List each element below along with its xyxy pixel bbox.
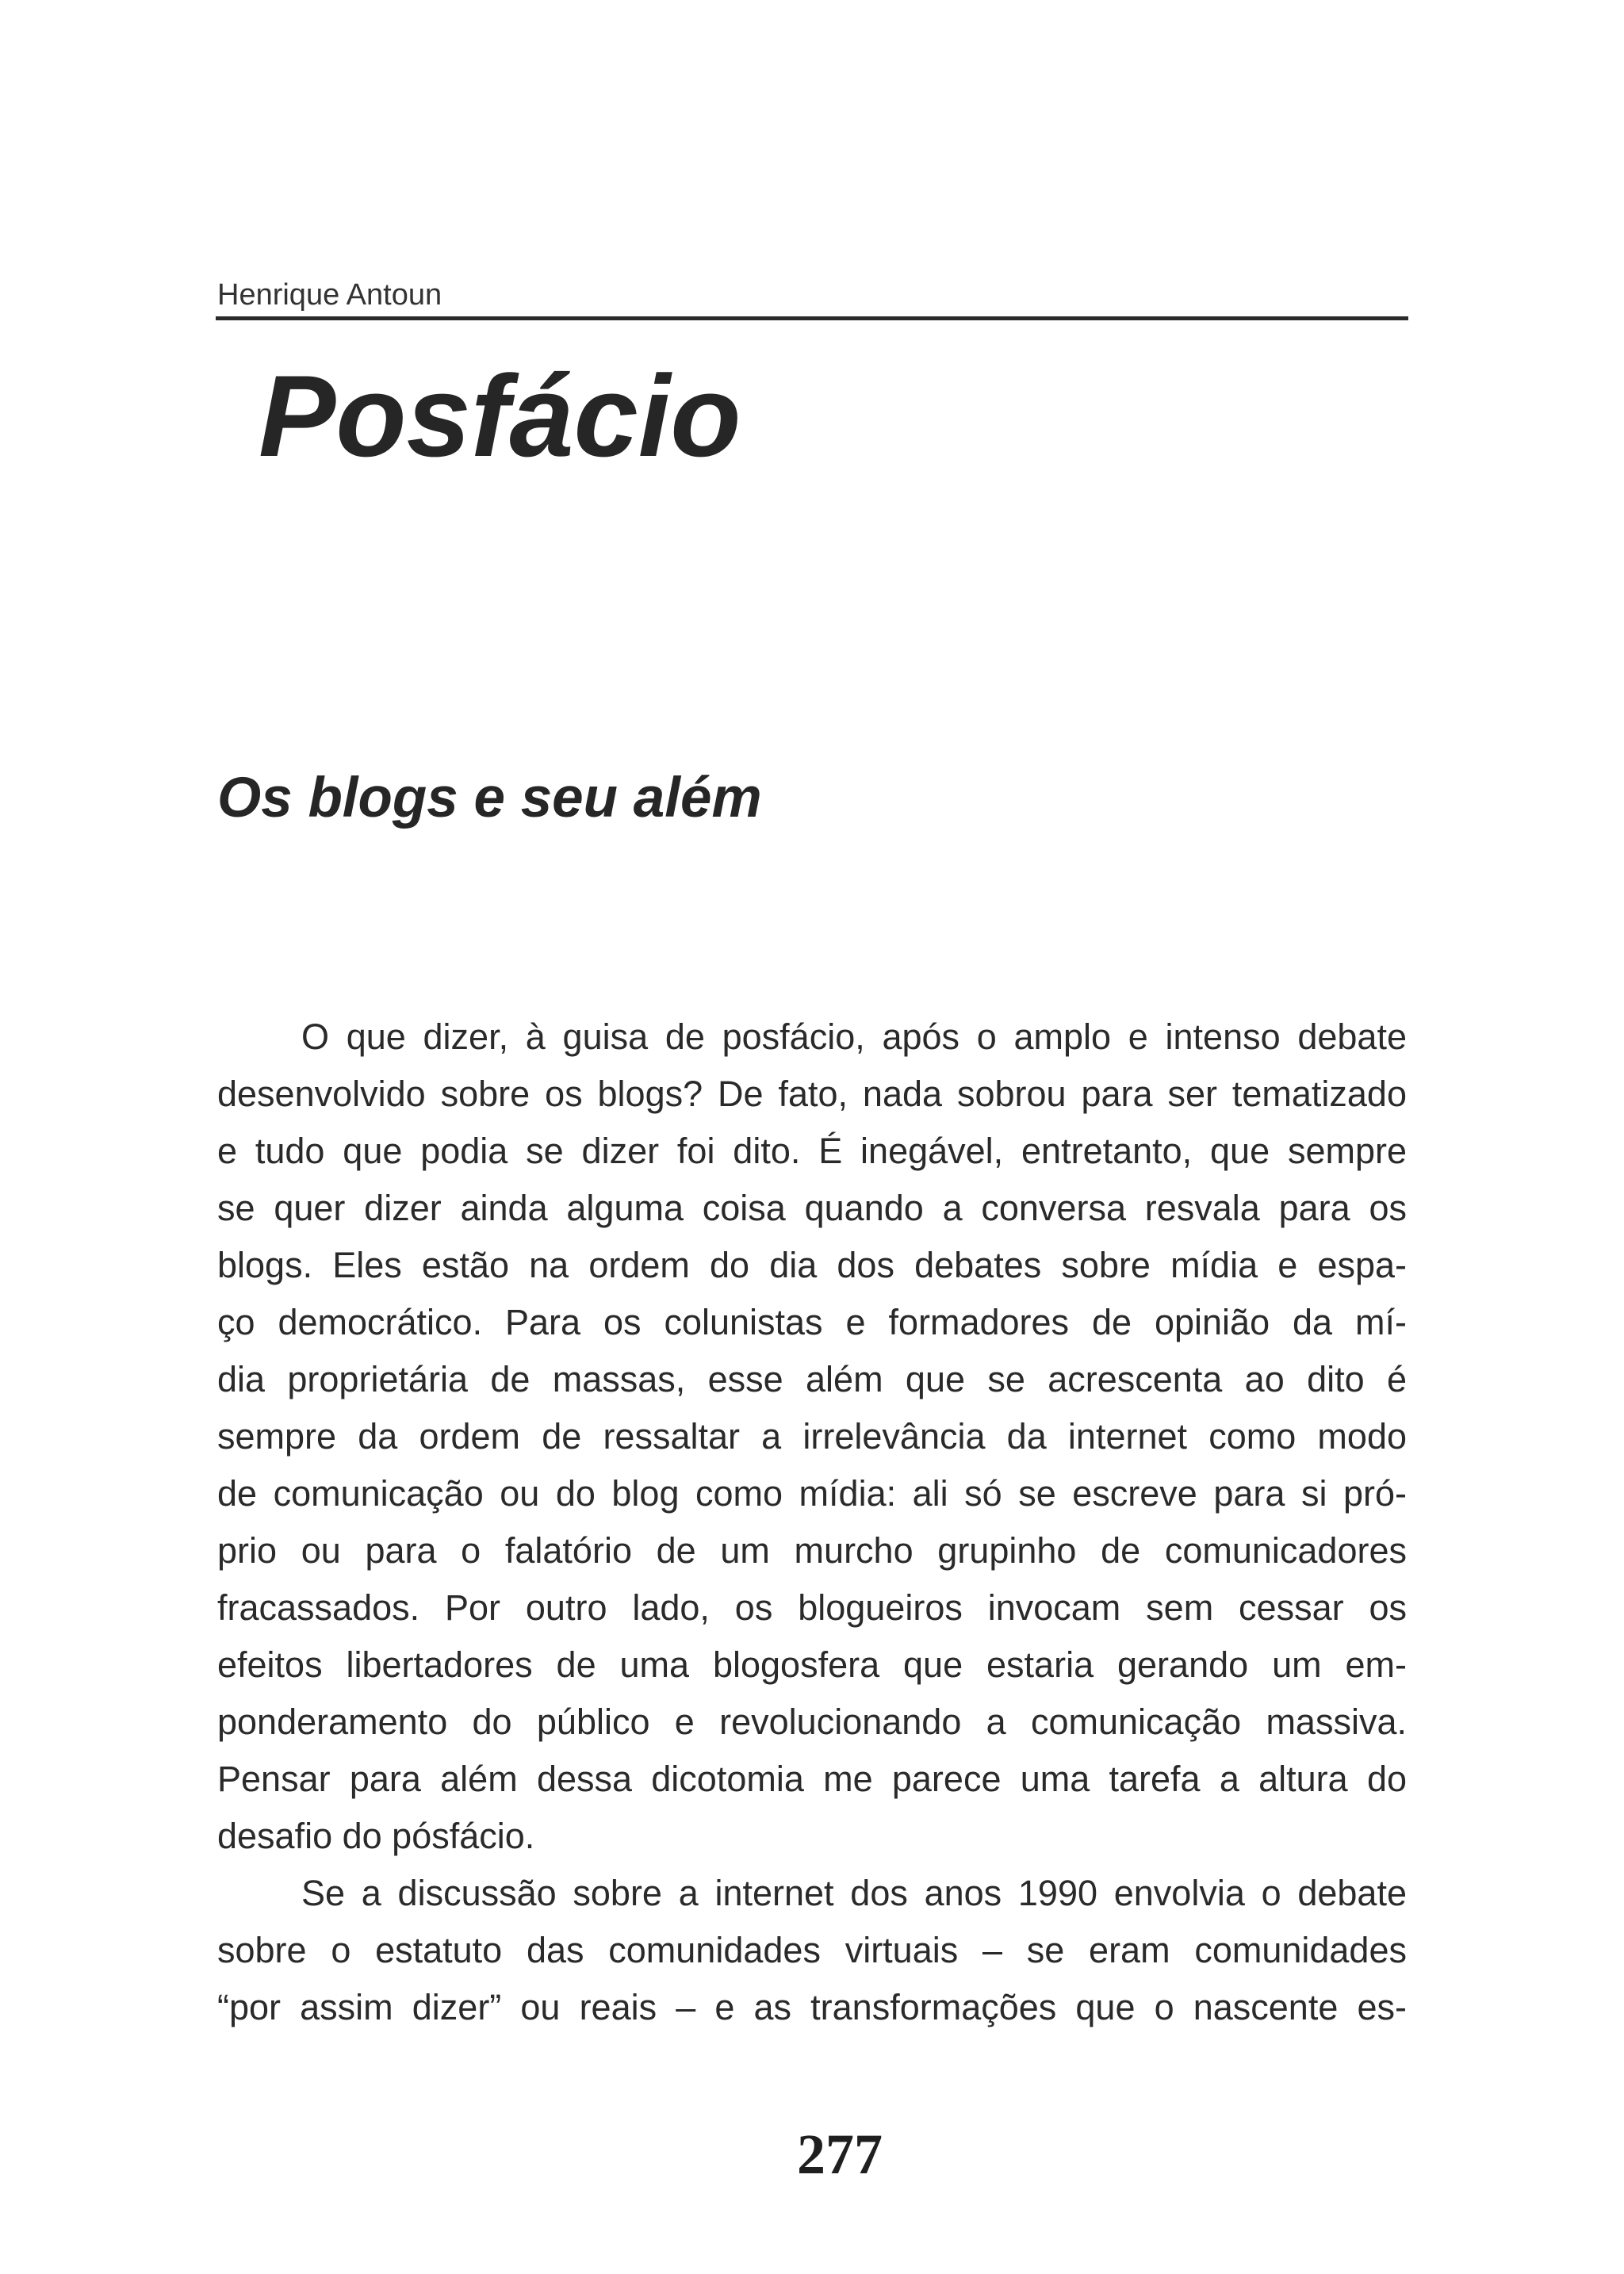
text-line: Pensar para além dessa dicotomia me parece uma tarefa a altura do (217, 1759, 1407, 1799)
text-line: ponderamento do público e revolucionando a comunicação massiva. (217, 1702, 1407, 1742)
text-line: O que dizer, à guisa de posfácio, após o amplo e intenso debate (301, 1016, 1407, 1057)
header-rule (216, 316, 1408, 320)
text-line: e tudo que podia se dizer foi dito. É inegável, entretanto, que sempre (217, 1131, 1407, 1171)
text-line: fracassados. Por outro lado, os blogueiros invocam sem cessar os (217, 1587, 1407, 1628)
body-text (217, 1009, 1407, 2036)
text-line: sempre da ordem de ressaltar a irrelevância da internet como modo (217, 1416, 1407, 1457)
text-line: efeitos libertadores de uma blogosfera que estaria gerando um em- (217, 1644, 1407, 1685)
running-head-author: Henrique Antoun (217, 278, 442, 312)
text-line: blogs. Eles estão na ordem do dia dos debates sobre mídia e espa- (217, 1245, 1407, 1285)
text-line: dia proprietária de massas, esse além que se acrescenta ao dito é (217, 1359, 1407, 1399)
page-number: 277 (797, 2123, 883, 2186)
text-line: sobre o estatuto das comunidades virtuais – se eram comunidades (217, 1930, 1407, 1970)
chapter-title: Posfácio (259, 351, 741, 480)
text-line: Se a discussão sobre a internet dos anos 1990 envolvia o debate (301, 1873, 1407, 1913)
text-line: prio ou para o falatório de um murcho grupinho de comunicadores (217, 1530, 1407, 1571)
text-line: desafio do pósfácio. (217, 1816, 535, 1856)
text-line: desenvolvido sobre os blogs? De fato, nada sobrou para ser tematizado (217, 1074, 1407, 1114)
text-line: se quer dizer ainda alguma coisa quando a conversa resvala para os (217, 1188, 1407, 1228)
section-title: Os blogs e seu além (217, 767, 762, 829)
text-line: “por assim dizer” ou reais – e as transformações que o nascente es- (217, 1987, 1407, 2027)
text-line: de comunicação ou do blog como mídia: ali só se escreve para si pró- (217, 1473, 1407, 1514)
text-line: ço democrático. Para os colunistas e formadores de opinião da mí- (217, 1302, 1407, 1342)
